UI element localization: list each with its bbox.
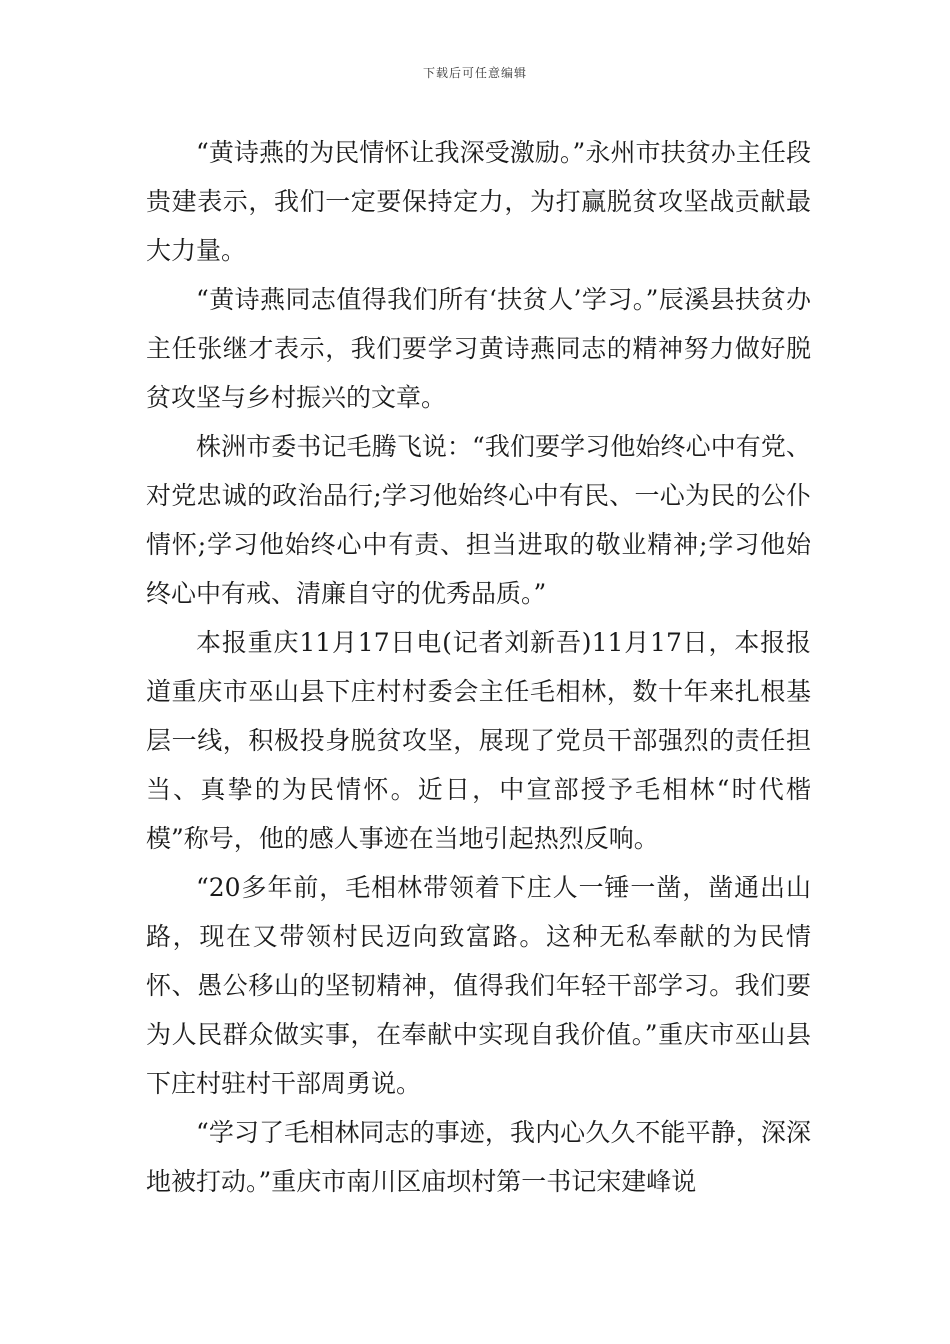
- paragraph-3: 株洲市委书记毛腾飞说：“我们要学习他始终心中有党、对党忠诚的政治品行;学习他始终心中有民、一心为民的公仆情怀;学习他始终心中有责、担当进取的敬业精神;学习他始终心中有戒、清廉自守的优秀品质。”: [146, 432, 811, 608]
- paragraph-1: “黄诗燕的为民情怀让我深受激励。”永州市扶贫办主任段贵建表示，我们一定要保持定力，为打赢脱贫攻坚战贡献最大力量。: [146, 138, 811, 265]
- paragraph-6: “学习了毛相林同志的事迹，我内心久久不能平静，深深地被打动。”重庆市南川区庙坝村第一书记宋建峰说: [146, 1118, 811, 1196]
- paragraph-5: “20多年前，毛相林带领着下庄人一锤一凿，凿通出山路，现在又带领村民迈向致富路。这种无私奉献的为民情怀、愚公移山的坚韧精神，值得我们年轻干部学习。我们要为人民群众做实事，在奉献中实现自我价值。”重庆市巫山县下庄村驻村干部周勇说。: [146, 873, 811, 1098]
- paragraph-2: “黄诗燕同志值得我们所有‘扶贫人’学习。”辰溪县扶贫办主任张继才表示，我们要学习黄诗燕同志的精神努力做好脱贫攻坚与乡村振兴的文章。: [146, 285, 811, 412]
- paragraph-4: 本报重庆11月17日电(记者刘新吾)11月17日，本报报道重庆市巫山县下庄村村委会主任毛相林，数十年来扎根基层一线，积极投身脱贫攻坚，展现了党员干部强烈的责任担当、真挚的为民情怀。近日，中宣部授予毛相林“时代楷模”称号，他的感人事迹在当地引起热烈反响。: [146, 628, 811, 853]
- document-body: [146, 128, 811, 1206]
- page-header-note: 下载后可任意编辑: [422, 66, 527, 80]
